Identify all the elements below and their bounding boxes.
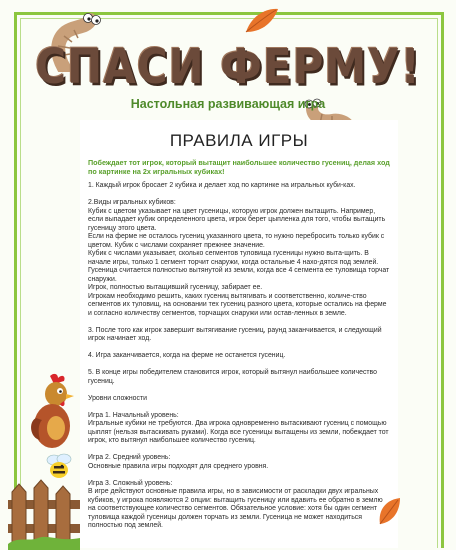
level-description: Основные правила игры подходят для среднего уровня. <box>88 462 269 470</box>
level-description: Игральные кубики не требуются. Два игрока одновременно вытаскивают гусениц с помощью цыплят (нельзя вытаскивать руками). Когда все гусеницы вытащены из земли, побеждает тот игрок, кто вытянул наибольшее количество гусениц. <box>88 420 389 444</box>
rules-intro: Побеждает тот игрок, который вытащит наибольшее количество гусениц, делая ход по картинке на 2х игральных кубиках! <box>88 158 390 176</box>
rules-line: 2.Виды игральных кубиков: <box>88 199 176 206</box>
game-subtitle: Настольная развивающая игра <box>130 97 326 111</box>
rules-line: Игрок, полностью вытащивший гусеницу, забирает ее. <box>88 284 263 291</box>
rules-paragraph: 3. После того как игрок завершит вытягивание гусениц, раунд заканчивается, и следующий игрок начинает ход. <box>88 326 382 342</box>
rules-paragraph: 1. Каждый игрок бросает 2 кубика и делает ход по картинке на игральных куби-ках. <box>88 182 356 189</box>
game-title: СПАСИ ФЕРМУ! <box>35 38 421 95</box>
level-heading: Игра 2. Средний уровень: <box>88 454 171 461</box>
rules-paragraph: 5. В конце игры победителем становится игрок, который вытянул наибольшее количество гусениц. <box>88 369 377 385</box>
rules-body <box>88 182 390 531</box>
wooden-fence-icon <box>8 478 80 550</box>
rules-line: Если на ферме не осталось гусениц указанного цвета, то нужно перебросить только кубик с цветом. Кубик с числами сохраняет прежнее значение. <box>88 233 385 249</box>
level-description: В игре действуют основные правила игры, но в зависимости от раскладки двух игральных кубиков, у игрока появляются 2 опции: вытащить гусеницу или вдавить ее обратно в землю на соответствующее количество сегментов. Обязательное условие: хотя бы один сегмент туловища каждой гусеницы должен торчать из земли. Гусеница не может находиться полностью под землей. <box>88 488 383 529</box>
rules-line: Кубик с числами указывает, сколько сегментов туловища гусеницы нужно выта-щить. В начале игры, только 1 сегмент торчит снаружи, когда остальные 4 нахо-дятся под землей. Гусеница считается полностью вытянутой из земли, когда все 4 сегмента ее туловища торчат снаружи. <box>88 250 390 283</box>
level-heading: Игра 3. Сложный уровень: <box>88 479 173 487</box>
orange-leaf-icon <box>376 496 402 526</box>
rules-paragraph: Игрокам необходимо решить, каких гусениц вытягивать и соответственно, количе-ство сегментов их туловищ, на основании тех гусениц разного цвета, которые остались на ферме и согласно количеству сегментов, торчащих снаружи или остав-ленных в земле. <box>88 292 387 317</box>
level-heading: Игра 1. Начальный уровень: <box>88 411 179 419</box>
rooster-icon <box>28 372 84 456</box>
rules-title: ПРАВИЛА ИГРЫ <box>169 131 309 150</box>
game-title-block <box>0 34 456 98</box>
difficulty-heading: Уровни сложности <box>88 394 147 402</box>
rules-card <box>80 120 398 548</box>
rules-paragraph: 4. Игра заканчивается, когда на ферме не останется гусениц. <box>88 352 286 359</box>
rules-line: Кубик с цветом указывает на цвет гусеницы, которую игрок должен вытащить. Например, если выпадает кубик определенного цвета, игрок берет цыпленка для того, чтобы вытащить гусеницу этого цвета. <box>88 207 386 232</box>
orange-leaf-icon <box>244 6 280 36</box>
